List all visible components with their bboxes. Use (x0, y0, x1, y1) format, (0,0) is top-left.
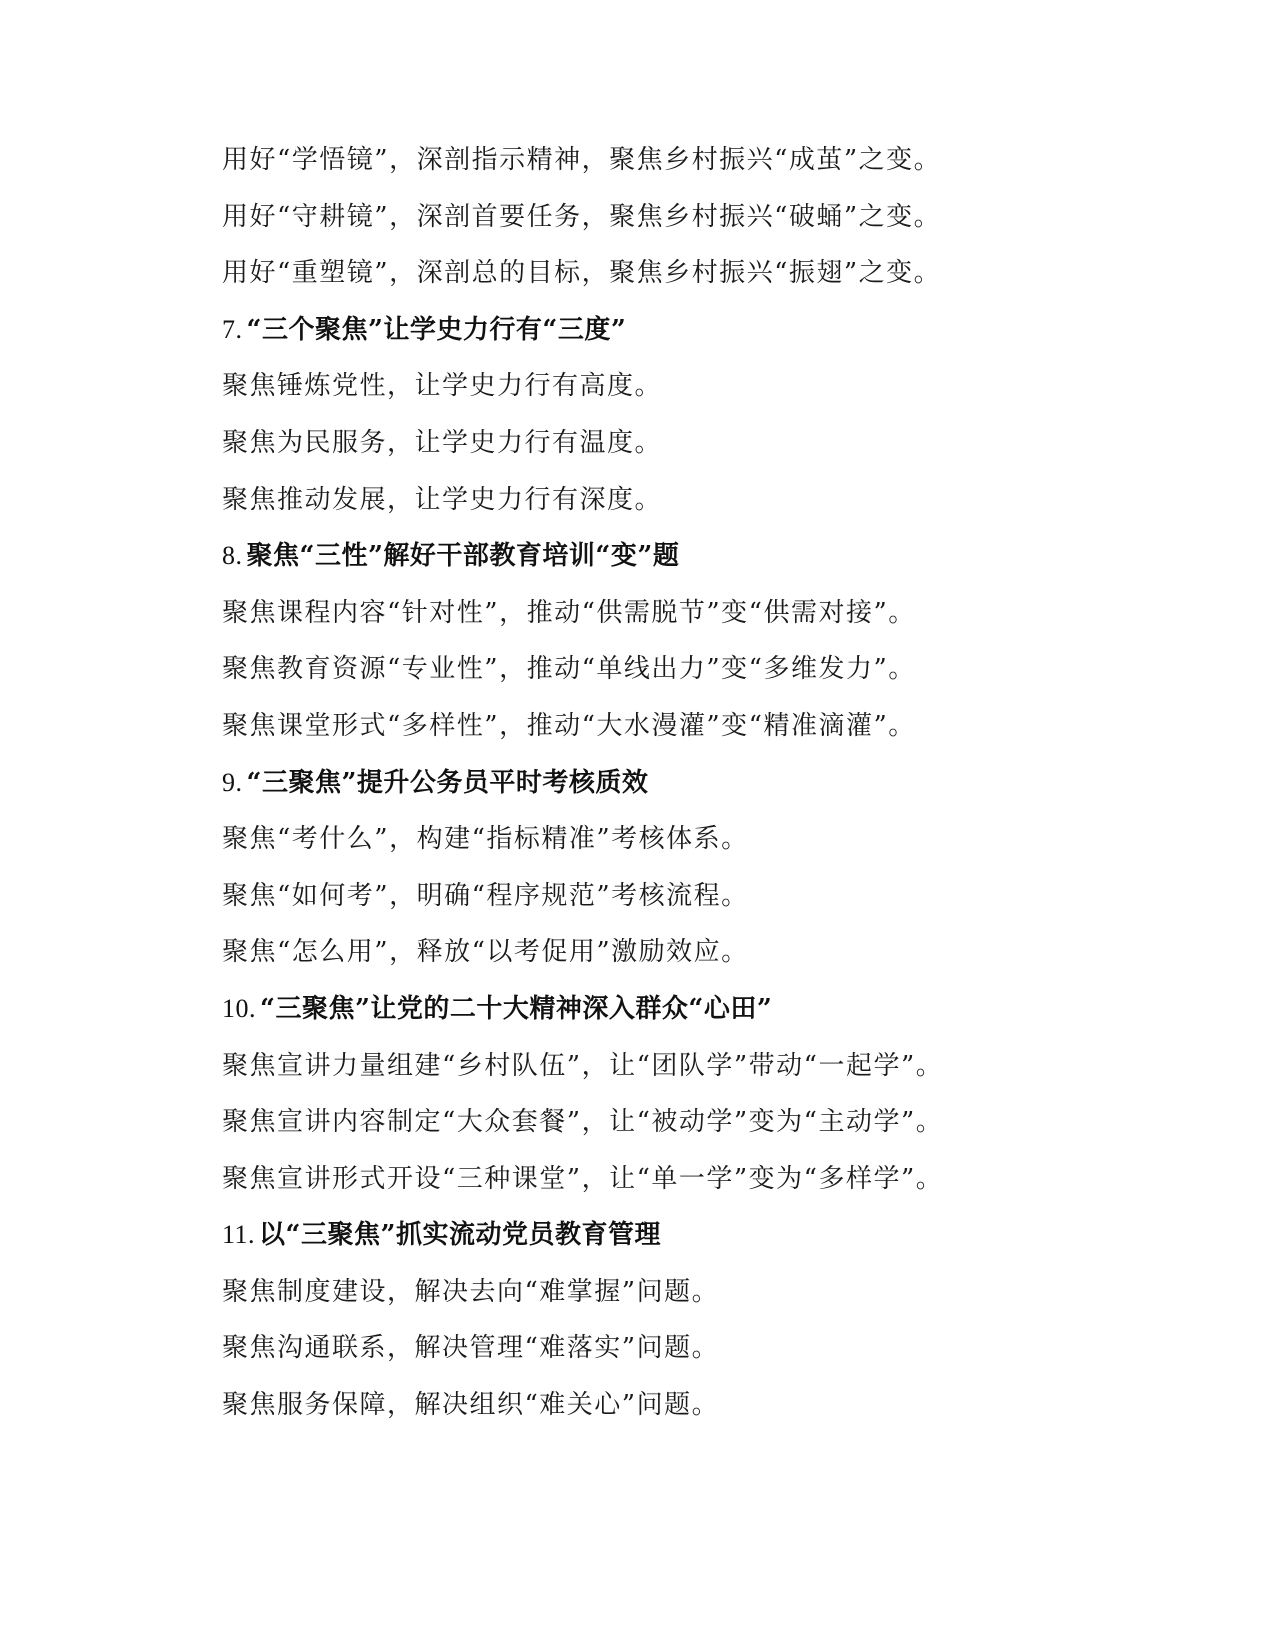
section-heading (222, 987, 1222, 1044)
section-heading (222, 1213, 1222, 1270)
section-title: 聚焦“三性”解好干部教育培训“变”题 (246, 541, 680, 572)
paragraph-line: 聚焦锤炼党性，让学史力行有高度。 (222, 371, 663, 402)
paragraph-line: 聚焦教育资源“专业性”，推动“单线出力”变“多维发力”。 (222, 654, 916, 685)
paragraph-line: 聚焦宣讲力量组建“乡村队伍”，让“团队学”带动“一起学”。 (222, 1050, 944, 1081)
section-number: 7. (222, 314, 243, 344)
section-number: 11. (222, 1220, 256, 1250)
paragraph-line: 聚焦课程内容“针对性”，推动“供需脱节”变“供需对接”。 (222, 597, 916, 628)
paragraph-line: 聚焦服务保障，解决组织“难关心”问题。 (222, 1390, 720, 1421)
paragraph-line: 聚焦课堂形式“多样性”，推动“大水漫灌”变“精准滴灌”。 (222, 710, 916, 741)
paragraph-line: 聚焦“如何考”，明确“程序规范”考核流程。 (222, 880, 749, 911)
document-body (222, 138, 1222, 1440)
section-number: 8. (222, 541, 243, 571)
section-title: 以“三聚焦”抓实流动党员教育管理 (259, 1220, 661, 1251)
section-number: 10. (222, 993, 256, 1023)
paragraph-line: 用好“重塑镜”，深剖总的目标，聚焦乡村振兴“振翅”之变。 (222, 258, 942, 289)
paragraph-line: 聚焦“考什么”，构建“指标精准”考核体系。 (222, 824, 749, 855)
paragraph-line: 聚焦沟通联系，解决管理“难落实”问题。 (222, 1333, 720, 1364)
section-title: “三聚焦”提升公务员平时考核质效 (246, 767, 649, 798)
paragraph-line: 聚焦制度建设，解决去向“难掌握”问题。 (222, 1276, 720, 1307)
paragraph-line: 用好“学悟镜”，深剖指示精神，聚焦乡村振兴“成茧”之变。 (222, 145, 942, 175)
paragraph-line: 用好“守耕镜”，深剖首要任务，聚焦乡村振兴“破蛹”之变。 (222, 201, 942, 232)
section-heading (222, 308, 1222, 365)
paragraph-line: 聚焦宣讲内容制定“大众套餐”，让“被动学”变为“主动学”。 (222, 1107, 944, 1138)
paragraph-line: 聚焦推动发展，让学史力行有深度。 (222, 484, 663, 515)
section-title: “三聚焦”让党的二十大精神深入群众“心田” (260, 993, 773, 1024)
paragraph-line: 聚焦宣讲形式开设“三种课堂”，让“单一学”变为“多样学”。 (222, 1163, 944, 1194)
section-heading (222, 761, 1222, 818)
section-title: “三个聚焦”让学史力行有“三度” (246, 314, 627, 345)
section-heading (222, 534, 1222, 591)
section-number: 9. (222, 767, 243, 797)
paragraph-line: 聚焦“怎么用”，释放“以考促用”激励效应。 (222, 937, 749, 968)
paragraph-line: 聚焦为民服务，让学史力行有温度。 (222, 427, 663, 458)
